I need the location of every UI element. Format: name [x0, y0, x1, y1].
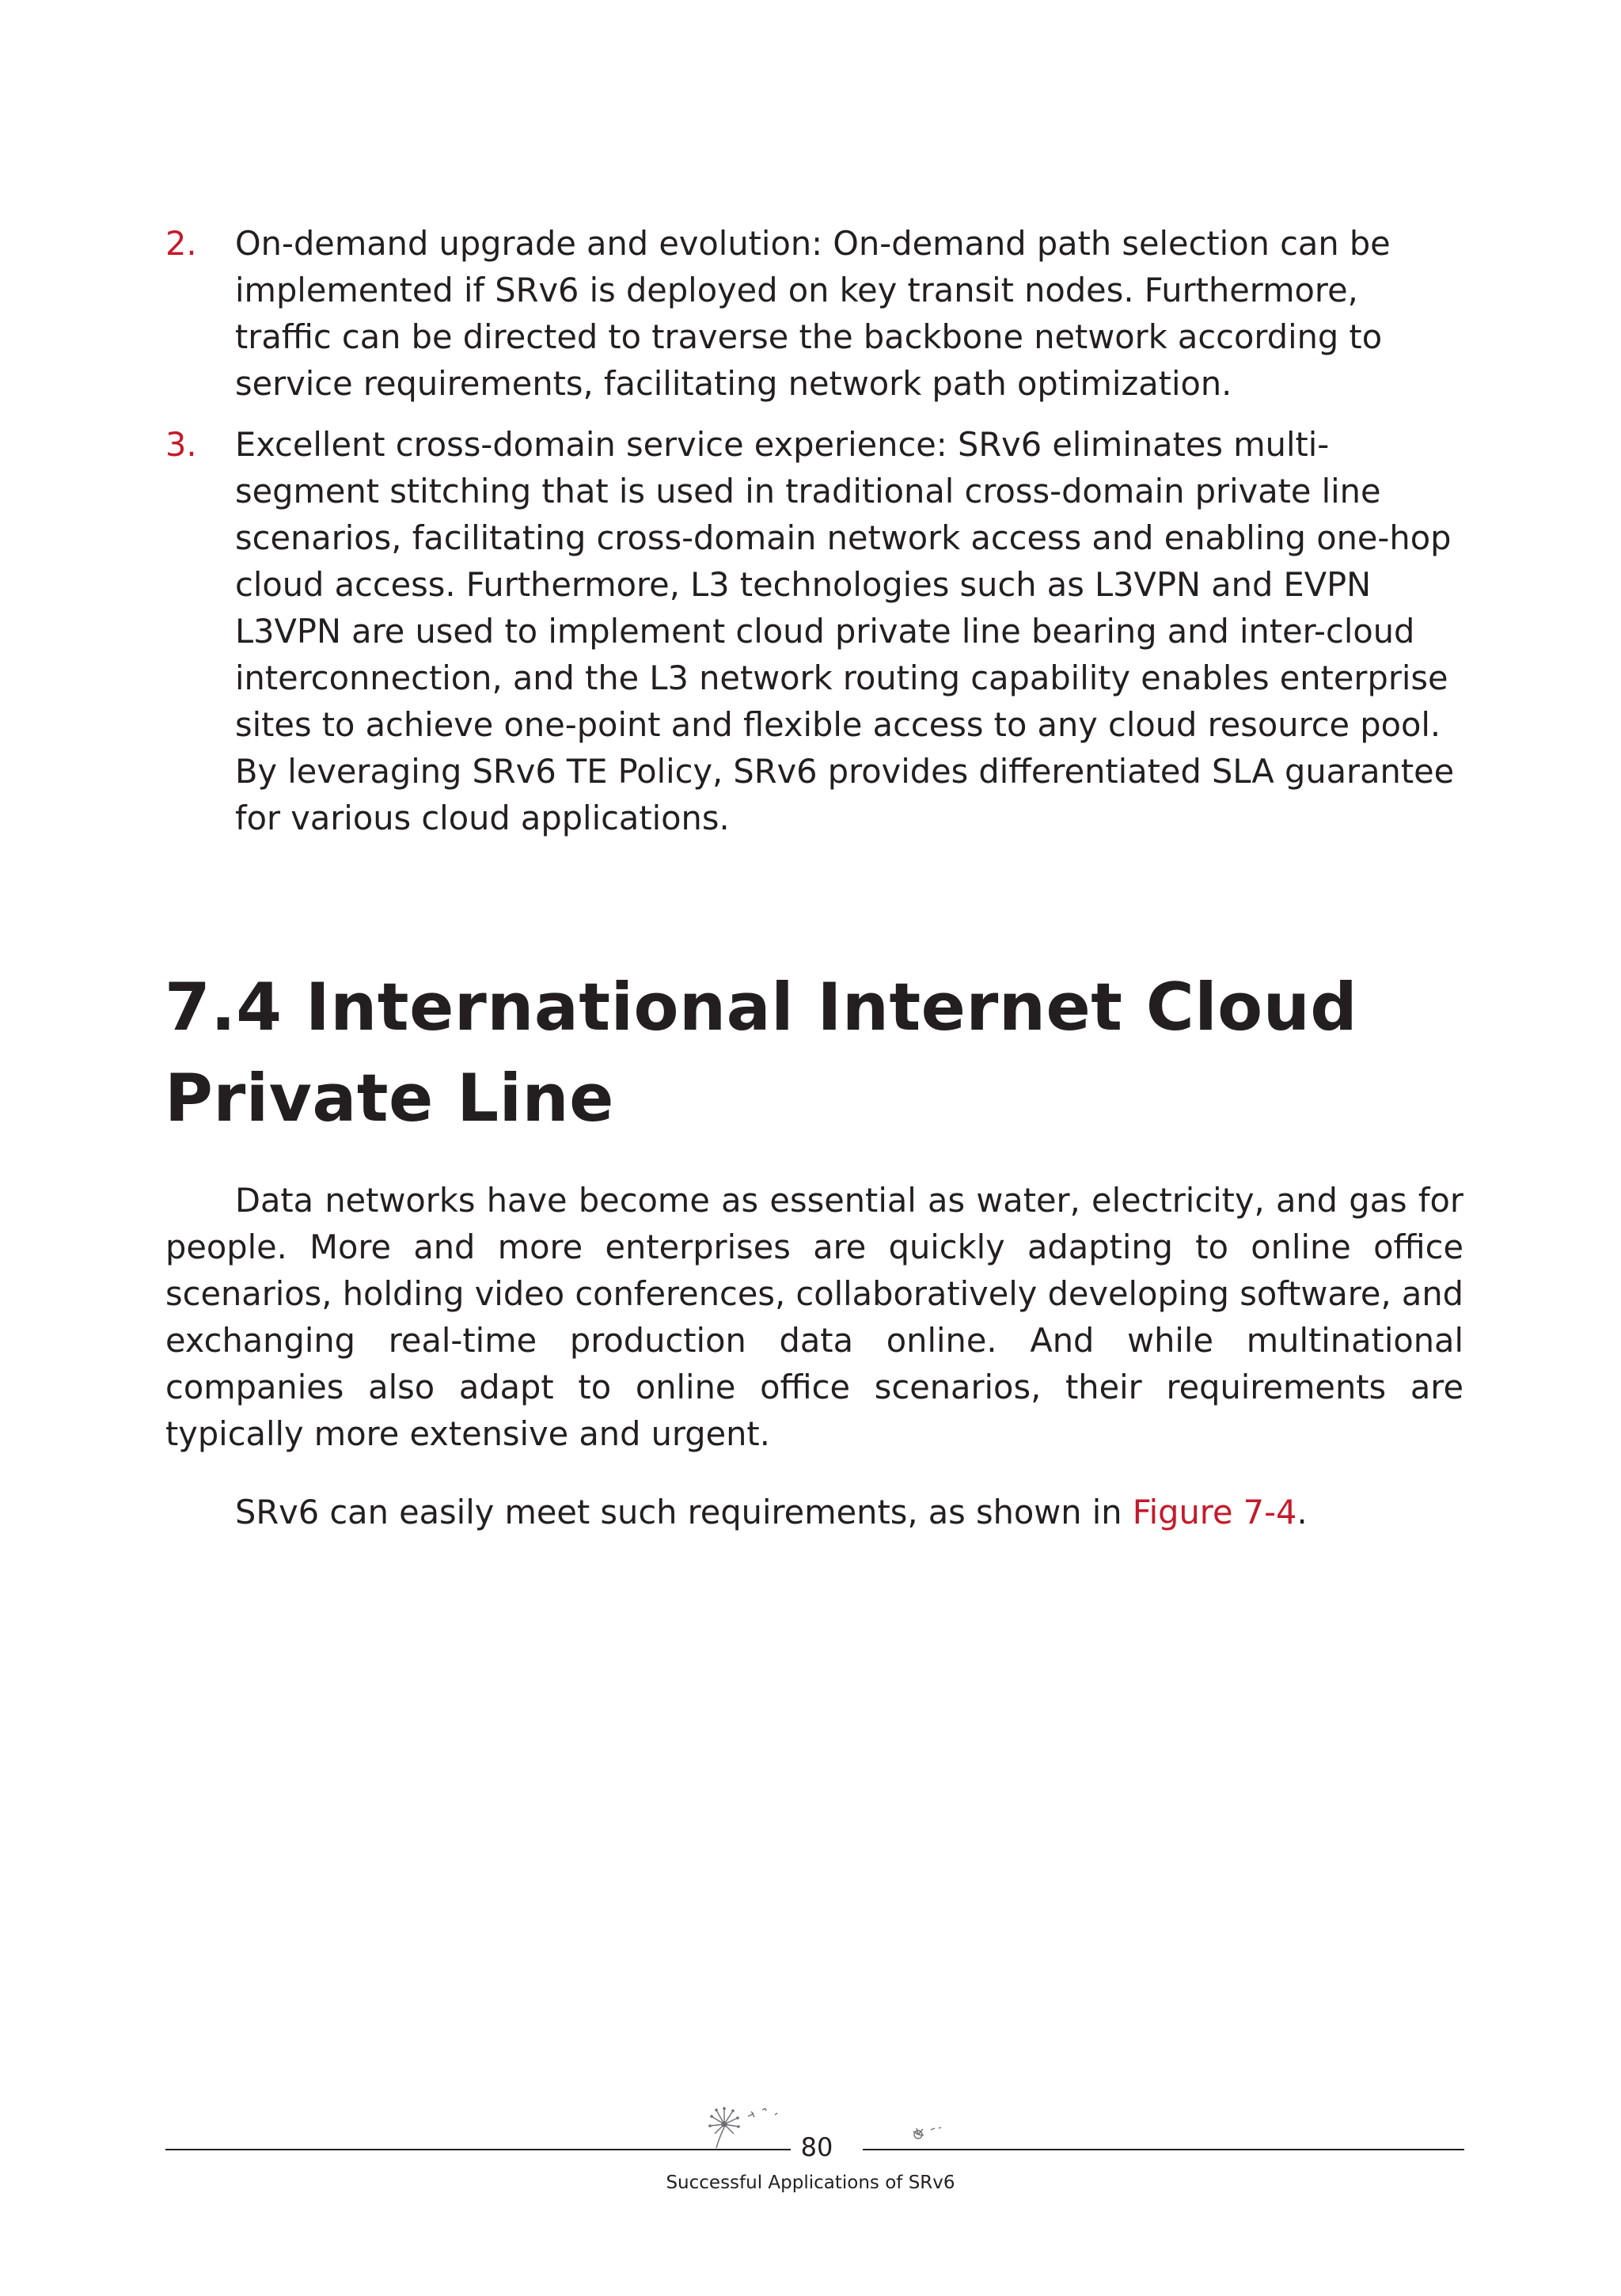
list-item-number: 2. — [165, 224, 197, 263]
list-item-text: Excellent cross-domain service experience: SRv6 eliminates multi-segment stitching that is used in traditional cross-domain private line scenarios, facilitating cross-domain network access and enabling one-hop cloud access. Furthermore, L3 technologies such as L3VPN and EVPN L3VPN are used to implement cloud private line bearing and inter-cloud interconnection, and the L3 network routing capability enables enterprise sites to achieve one-point and flexible access to any cloud resource pool. By leveraging SRv6 TE Policy, SRv6 provides differentiated SLA guarantee for various cloud applications. — [235, 425, 1455, 837]
numbered-list — [165, 220, 1463, 856]
list-item — [165, 421, 1463, 841]
paragraph-text: SRv6 can easily meet such requirements, as shown in — [235, 1493, 1133, 1531]
body-text — [165, 1177, 1463, 1567]
section-heading: 7.4 International Internet Cloud Private Line — [165, 969, 1358, 1137]
paragraph: Data networks have become as essential as water, electricity, and gas for people. More and more enterprises are quickly adapting to online office scenarios, holding video conferences, collaboratively developing software, and exchanging real-time production data online. And while multinational companies also adapt to online office scenarios, their requirements are typically more extensive and urgent. — [165, 1181, 1463, 1453]
seed-icon — [910, 2123, 950, 2143]
paragraph-text: . — [1296, 1493, 1308, 1531]
list-item-text: On-demand upgrade and evolution: On-demand path selection can be implemented if SRv6 is deployed on key transit nodes. Furthermore, traffic can be directed to traverse the backbone network according to service requirements, facilitating network path optimization. — [235, 224, 1391, 403]
dandelion-icon — [700, 2105, 788, 2149]
figure-link[interactable]: Figure 7-4 — [1132, 1493, 1297, 1531]
footer-rule-left — [165, 2149, 791, 2150]
list-item — [165, 220, 1463, 407]
footer-rule-right — [863, 2149, 1464, 2150]
list-item-number: 3. — [165, 425, 197, 464]
paragraph — [165, 1489, 1463, 1535]
page-number: 80 — [800, 2132, 833, 2162]
book-title: Successful Applications of SRv6 — [666, 2173, 955, 2193]
